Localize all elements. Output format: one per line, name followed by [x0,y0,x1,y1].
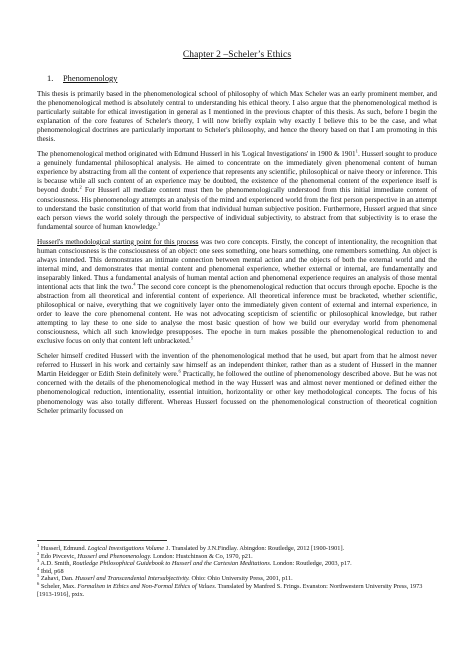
footnote-title: Logical Investigations Volume 1. [87,545,171,552]
footnote [37,575,437,583]
footnote-text: Edo Pivcevic, [39,552,78,560]
footnote-text: Ohio: Ohio University Press, 2001, p11. [189,575,293,583]
paragraph-intro: This thesis is primarily based in the phenomenological school of philosophy of which Max Scheler was an early prominent member, and the phenomenological method is absolutely central to understanding his ethical theory. I also argue that the phenomenological method is particularly suitable for ethical investigation in general as I mentioned in the previous chapter of this thesis. As such, before I begin the explanation of the core features of Scheler's theory, I will now briefly explain why exactly I believe this to be the case, and what phenomenological doctrines are particularly important to Scheler's philosophy, and hence the theory based on that I am promoting in this thesis. [37,90,437,144]
footnote-text: London: Routledge, 2003, p17. [271,560,352,568]
footnote-ref[interactable]: 2 [79,185,82,191]
text-run: . Husserl sought to produce a genuinely fundamental philosophical analysis. He aimed to concentrate on the immediately given phenomenal content of human experience by abstracting from all the content of experience that represents any scientific, philosophical or naive theory or inference. This is because while all such content of an experience may be doubted, the existence of the phenomenal content of the experience itself is beyond doubt. [37,150,437,195]
section-heading [47,74,437,83]
chapter-title: Chapter 2 –Scheler’s Ethics [182,50,292,60]
text-run: Scheler himself credited Husserl with the invention of the phenomenological method that he used, but apart from that he almost never referred to Husserl in his work and certainly saw himself as an independent thinker, rather than as a student of Husserl in the manner Martin Heidegger or Edith Stein definitely were. [37,352,437,379]
paragraph-scheler-husserl [37,352,437,415]
footnotes [37,542,437,598]
footnote-number: 5 [37,573,40,579]
footnote-ref[interactable]: 6 [178,368,181,374]
section-number: 1. [47,74,54,83]
footnote-number: 1 [37,542,40,548]
footnote-title: Routledge Philosophical Guidebook to Husserl and the Cartesian Meditations. [72,560,272,568]
footnote-text: Translated by Manfred S. Frings. Evanston: Northwestern University Press, 1973 [1913-1916], pxix. [37,582,423,598]
footnote [37,560,437,568]
footnote-divider [37,540,167,541]
section-label: Phenomenology [63,74,118,83]
footnote-text: Scheler, Max. [39,582,78,590]
text-run: Practically, he followed the outline of phenomenology described above. But he was not concerned with the details of the phenomenological method in the way Husserl was and almost never mentioned or defined either the phenomenological reduction, intentionality, essential intuition, horizontality or other key methodological concepts. The focus of his phenomenology was also totally different. Whereas Husserl focussed on the phenomenological construction of theoretical cognition Scheler primarily focussed on [37,370,437,415]
footnote-ref[interactable]: 5 [190,335,193,341]
footnote-number: 6 [37,580,40,586]
footnote [37,542,437,553]
footnote [37,580,437,598]
footnote-number: 3 [37,558,40,564]
footnote-ref[interactable]: 1 [355,148,358,154]
text-run: For Husserl all mediate content must then be phenomenologically understood from this initial immediate content of consciousness. His phenomenology attempts an analysis of the mind and experienced world from the first person perspective in an attempt to understand the basic constitution of that world from that individual human subjective position. Furthermore, Husserl argued that since each person views the world solely through the perspective of individual subjectivity, to abstract from that subjectivity is to erase the fundamental source of human knowledge. [37,186,437,231]
text-run: The phenomenological method originated with Edmund Husserl in his 'Logical Investigations' in 1900 & 1901 [37,150,356,159]
footnote-ref[interactable]: 4 [133,281,136,287]
footnote-text: Ibid, p68 [39,567,64,575]
footnote-text: London: Hustchinson & Co, 1970, p21. [151,552,253,560]
footnote-number: 2 [37,550,40,556]
footnote-title: Formalism in Ethics and Non-Formal Ethics of Values. [77,582,217,590]
footnote-number: 4 [37,565,40,571]
text-run: The second core concept is the phenomenological reduction that occurs through epoche. Epoche is the abstraction from all theoretical and inferential content of experience. All theoretical inference must be bracketed, whether scientific, philosophical or naive, everything that we cognitively layer onto the immediately given content of external and internal experience, in order to leave the core phenomenal content. He was not advocating scepticism of scientific or philosophical knowledge, but rather attempting to lay these to one side to analyse the most basic question of how we build our everyday world from phenomenal consciousness, which all such knowledge presupposes. The epoche in turn makes possible the phenomenological reduction to and exclusive focus on only that content left unbracketed. [37,282,438,346]
underlined-phrase: Husserl's methodological starting point for this process [37,237,199,246]
footnote-text: Translated by J.N.Findlay. Abingdon: Routledge, 2012 [1900-1901]. [170,545,345,552]
text-run: was two core concepts. Firstly, the concept of intentionality, the recognition that human consciousness is the consciousness of an object: one sees something, one hears something, one remembers something. An object is always intended. This demonstrates an intimate connection between mental action and the objects of both the external world and the internal mind, and demonstrates that mental content and phenomenal experience, whether external or internal, are fundamentally and inseparably linked. Thus a fundamental analysis of human mental action and phenomenal experience requires an analysis of those mental intentional acts that link the two. [37,237,437,291]
footnote-text: Zahavi, Dan. [39,575,76,583]
footnote-ref[interactable]: 3 [157,221,161,227]
paragraph-core-concepts [37,238,437,347]
footnote-text: Husserl, Edmund. [39,545,88,552]
page-body [37,50,437,422]
footnote-title: Husserl and Phenomenology. [77,552,152,560]
paragraph-husserl-origin [37,150,437,231]
footnote-text: A.D. Smith, [39,560,73,568]
footnote-title: Husserl and Transcendental Intersubjectivity. [75,575,190,583]
